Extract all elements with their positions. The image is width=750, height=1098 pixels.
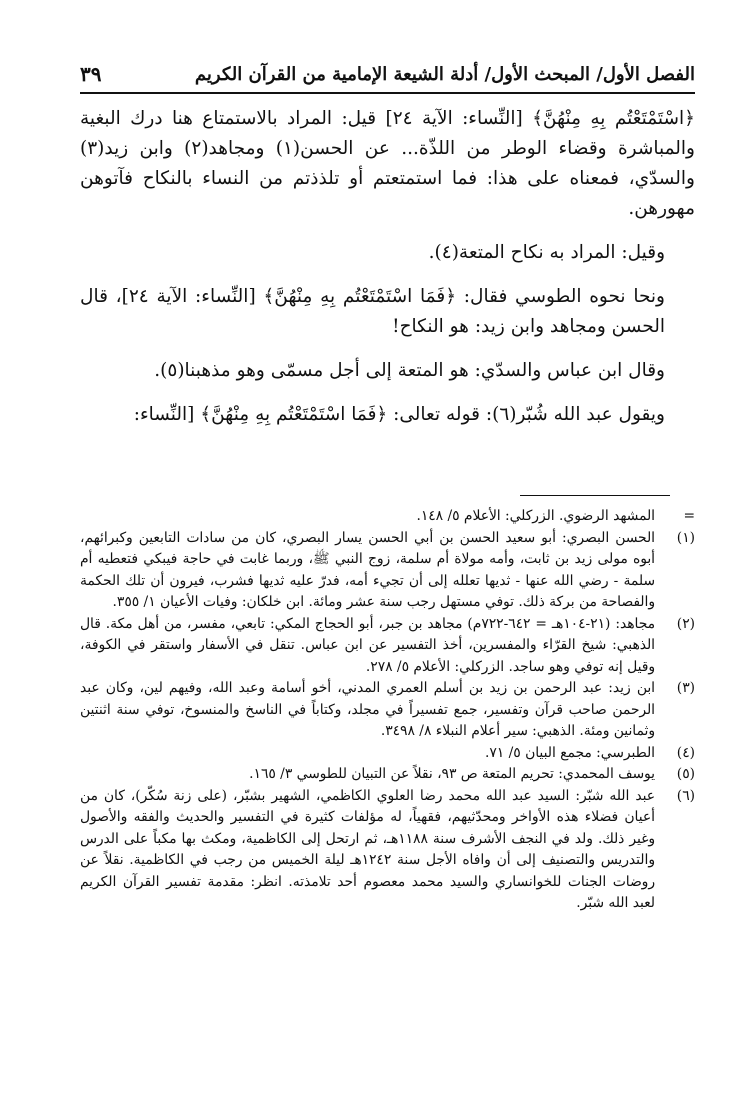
header-rule [80, 92, 695, 94]
footnote [80, 678, 695, 743]
footnote [80, 506, 695, 528]
footnote-text: مجاهد: (٢١-١٠٤هـ = ٦٤٢-٧٢٢م) مجاهد بن جبر، أبو الحجاج المكي: تابعي، مفسر، من أهل مكة. قال الذهبي: شيخ القرّاء والمفسرين، أخذ التفسير عن ابن عباس. تنقل في الأسفار واستقر في الكوفة، وقيل إنه توفي وهو ساجد. الزركلي: الأعلام ٥/ ٢٧٨. [80, 615, 656, 675]
footnote-number: (٢) [676, 615, 695, 632]
footnote-text: عبد الله شبّر: السيد عبد الله محمد رضا العلوي الكاظمي، الشهير بشبّر، (على زنة سُكّر)، كان من أعيان فضلاء هذه الأواخر ومحدّثيهم، فقهياً، له مؤلفات كثيرة في التفسير والحديث والفقه والأصول وغير ذلك. ولد في النجف الأشرف سنة ١١٨٨هـ، ثم ارتحل إلى الكاظمية، ومكث بها مكباً على الدرس والتدريس والتصنيف إلى أن وافاه الأجل سنة ١٢٤٢هـ ليلة الخميس من رجب في الكاظمية. نقلاً عن روضات الجنات للخوانساري والسيد محمد معصوم أحد تلامذته. انظر: مقدمة تفسير القرآن الكريم لعبد الله شبّر. [80, 787, 655, 911]
paragraph: وقيل: المراد به نكاح المتعة(٤). [428, 242, 665, 263]
footnote [80, 786, 695, 915]
footnote [80, 743, 695, 765]
footnote-separator [520, 495, 670, 496]
header-title: الفصل الأول/ المبحث الأول/ أدلة الشيعة الإمامية من القرآن الكريم [194, 63, 695, 85]
footnote-number: (٤) [676, 744, 695, 761]
footnote [80, 614, 695, 679]
footnote-text: الحسن البصري: أبو سعيد الحسن بن أبي الحسن يسار البصري، كان من سادات التابعين وكبرائهم، أبوه مولى زيد بن ثابت، وأمه مولاة أم سلمة، زوج النبي ﷺ، وربما غابت في حاجة فيبكي فتعطيه أم سلمة - رضي الله عنها - ثديها تعلله إلى أن تجيء أمه، فدرّ عليه ثديها فشرب، فيرون أن تلك الحكمة والفصاحة من بركة ذلك. توفي مستهل رجب سنة عشر ومائة. ابن خلكان: وفيات الأعيان ١/ ٣٥٥. [80, 529, 655, 610]
page-number: ٣٩ [80, 62, 102, 86]
running-header [80, 58, 695, 90]
footnote [80, 764, 695, 786]
main-text [80, 104, 695, 430]
footnotes [80, 506, 695, 915]
footnote-text: الطبرسي: مجمع البيان ٥/ ٧١. [485, 744, 655, 761]
footnote [80, 528, 695, 614]
footnote-text: ابن زيد: عبد الرحمن بن زيد بن أسلم العمري المدني، أخو أسامة وعبد الله، وفيهم لين، وكان عبد الرحمن صاحب قرآن وتفسير، جمع تفسيراً في مجلد، وكتاباً في الناسخ والمنسوخ، توفي سنة اثنتين وثمانين ومئة. الذهبي: سير أعلام النبلاء ٨/ ٣٤٩٨. [80, 680, 655, 739]
footnote-number: (١) [676, 529, 695, 546]
paragraph: ونحا نحوه الطوسي فقال: ﴿فَمَا اسْتَمْتَعْتُم بِهِ مِنْهُنَّ﴾ [النِّساء: الآية ٢٤]، قال الحسن ومجاهد وابن زيد: هو النكاح! [80, 286, 665, 337]
paragraph: ﴿اسْتَمْتَعْتُم بِهِ مِنْهُنَّ﴾ [النِّساء: الآية ٢٤] قيل: المراد بالاستمتاع هنا درك البغية والمباشرة وقضاء الوطر من اللذّة... عن الحسن(١) ومجاهد(٢) وابن زيد(٣) والسدّي، فمعناه على هذا: فما استمتعتم أو تلذذتم من النساء بالنكاح فآتوهن مهورهن. [80, 108, 695, 219]
footnote-text: المشهد الرضوي. الزركلي: الأعلام ٥/ ١٤٨. [416, 508, 655, 524]
footnote-number: (٦) [676, 787, 695, 804]
footnote-text: يوسف المحمدي: تحريم المتعة ص ٩٣، نقلاً عن التبيان للطوسي ٣/ ١٦٥. [249, 766, 655, 782]
paragraph: وقال ابن عباس والسدّي: هو المتعة إلى أجل مسمّى وهو مذهبنا(٥). [154, 360, 665, 381]
footnote-number: (٣) [676, 680, 695, 696]
footnote-number: (٥) [676, 766, 695, 782]
paragraph: ويقول عبد الله شُبّر(٦): قوله تعالى: ﴿فَمَا اسْتَمْتَعْتُم بِهِ مِنْهُنَّ﴾ [النِّساء: [133, 404, 665, 425]
footnote-number: = [683, 508, 695, 524]
